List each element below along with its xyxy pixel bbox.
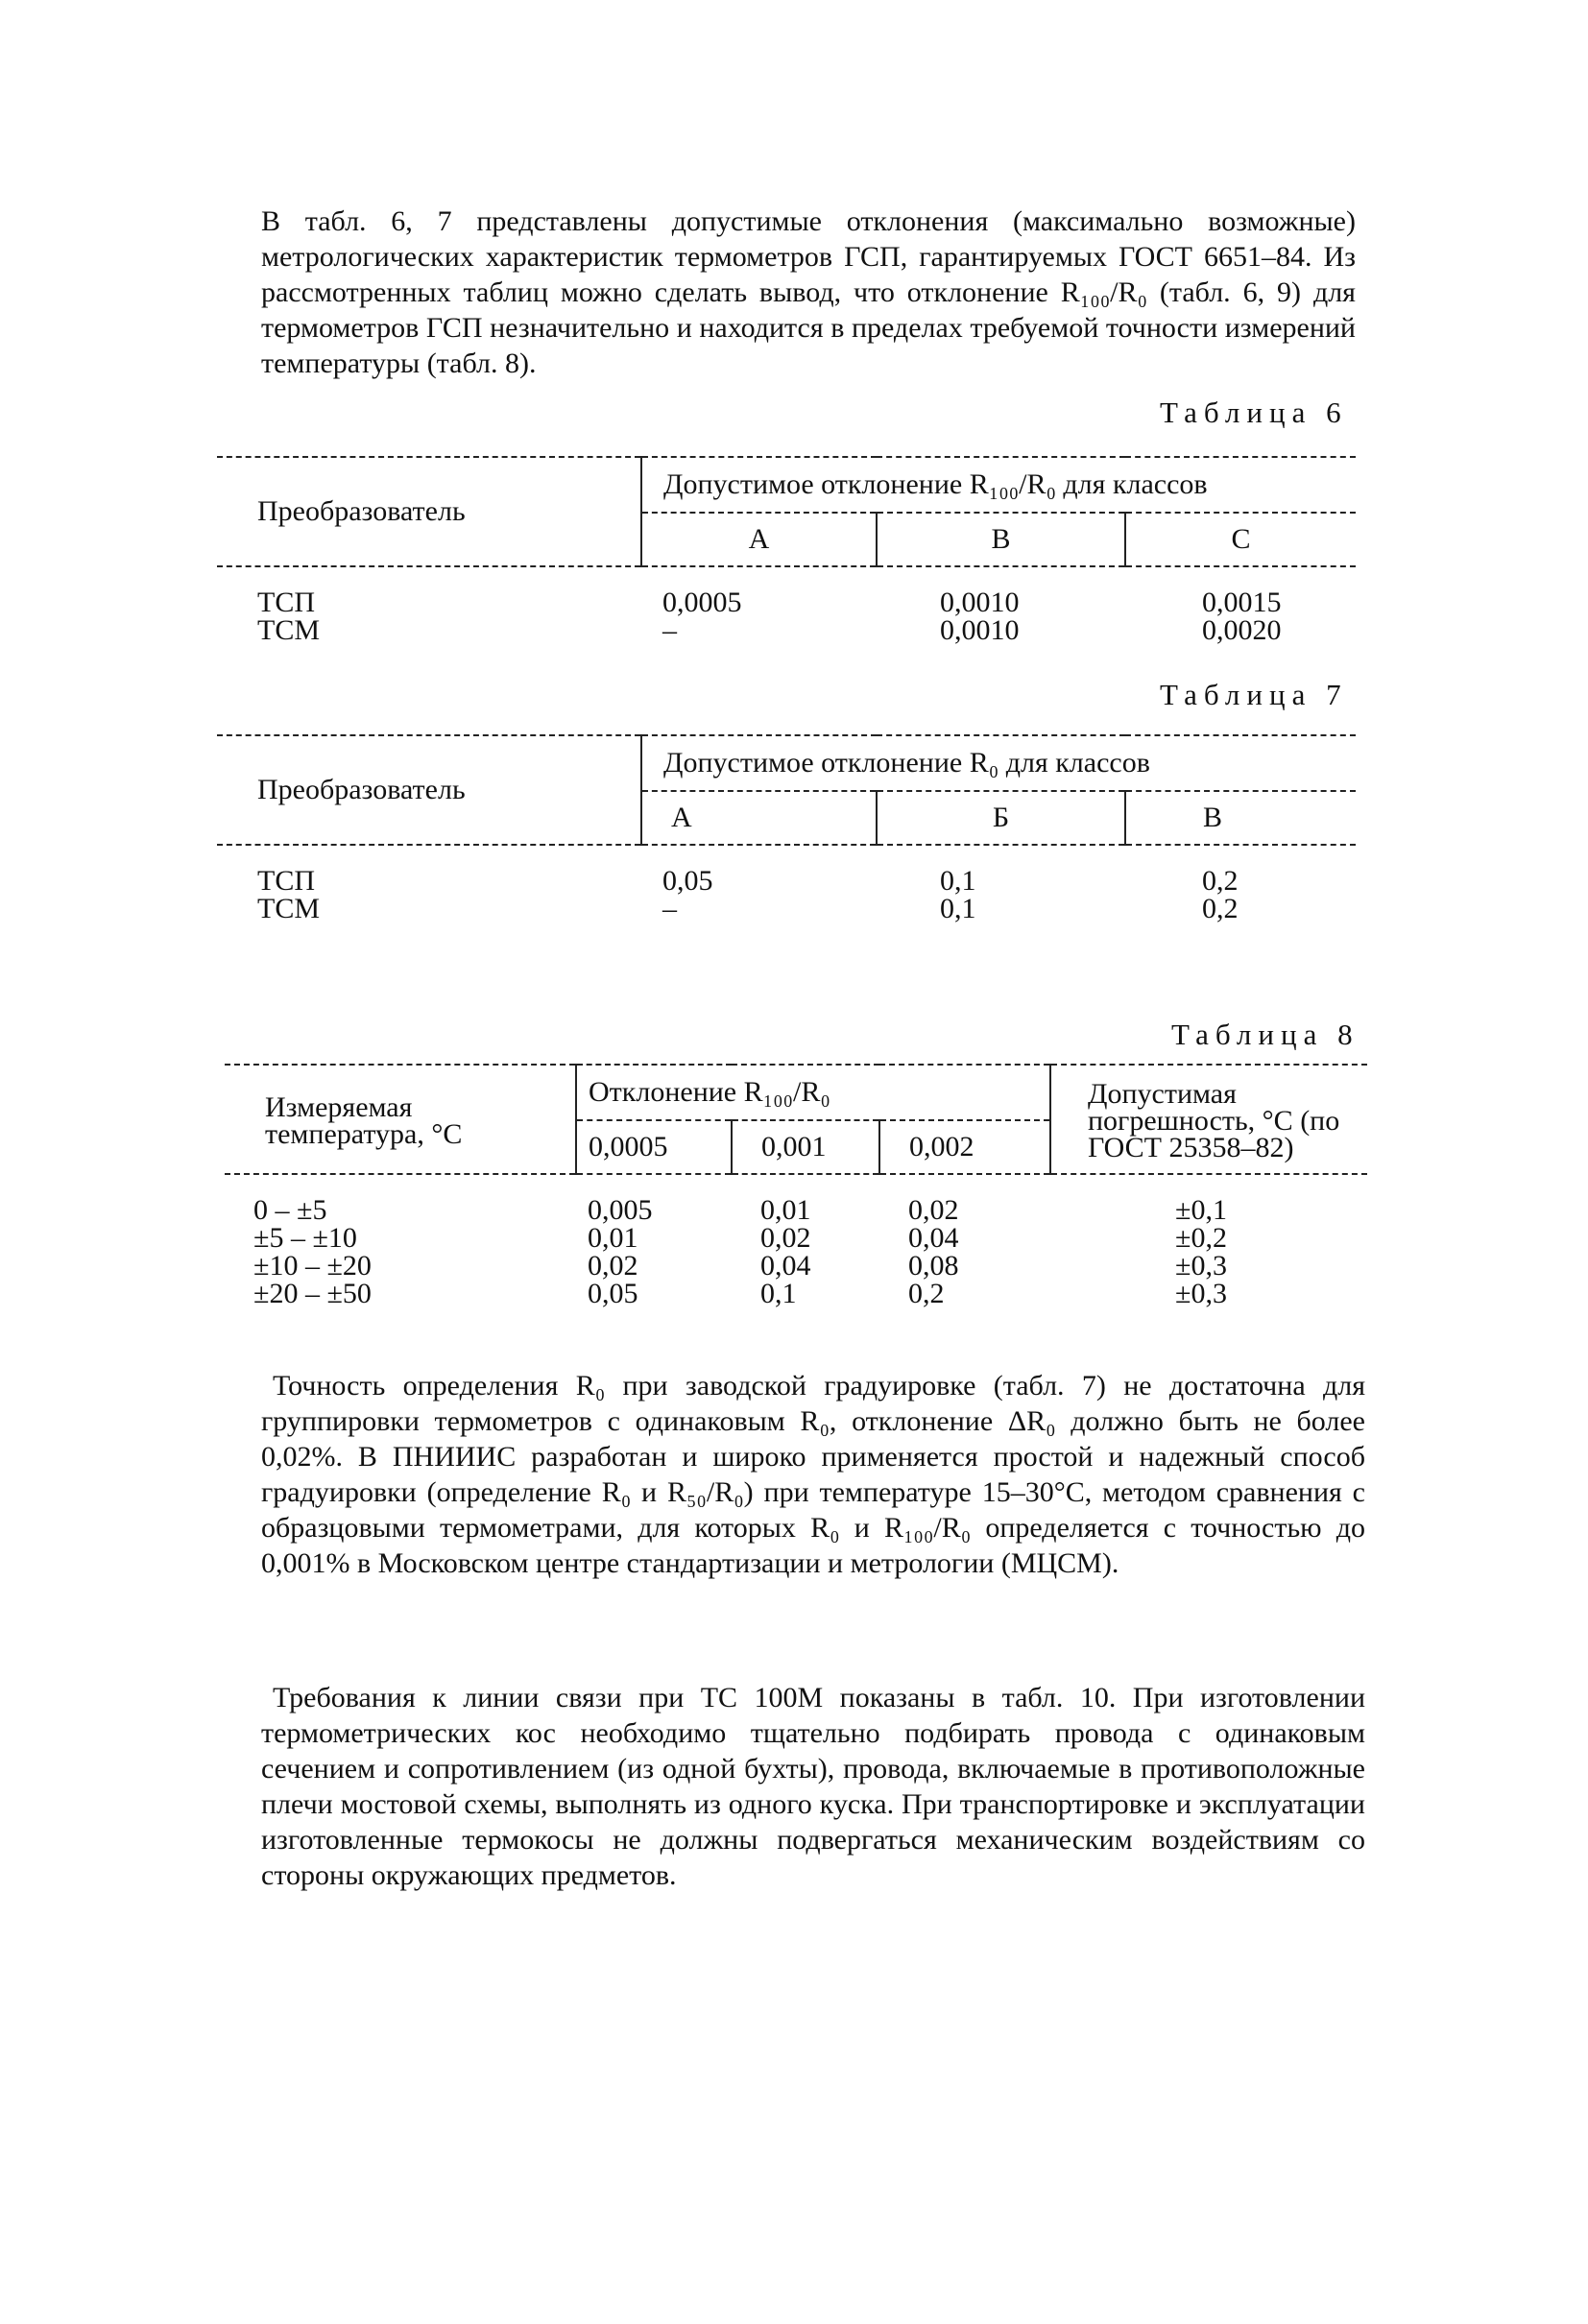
table-row [225, 1280, 1367, 1307]
table7-row-name: ТСП [257, 865, 315, 897]
table8-caption: Таблица 8 [1171, 1018, 1359, 1051]
table-row [217, 616, 1356, 644]
table8-cell: 0,02 [760, 1222, 811, 1254]
table8-cell: 0,08 [908, 1250, 959, 1282]
table6-cell: – [662, 614, 677, 646]
table8-cell: 0,02 [908, 1194, 959, 1226]
table8-cell: 0,04 [760, 1250, 811, 1282]
table8-header-error: Допустимая погрешность, °С (по ГОСТ 25358–82) [1050, 1065, 1367, 1174]
table8-err: ±0,2 [1175, 1222, 1227, 1254]
table6-class-b: В [877, 513, 1125, 566]
table8-err: ±0,3 [1175, 1250, 1227, 1282]
table8-header-temp: Измеряемая температура, °С [225, 1065, 576, 1174]
table7-cell: 0,1 [940, 893, 976, 924]
table7-cell: 0,2 [1202, 865, 1239, 897]
table8-temp: ±20 – ±50 [253, 1278, 372, 1309]
table8-cell: 0,04 [908, 1222, 959, 1254]
table8-header-group: Отклонение R₁₀₀/R₀ [576, 1065, 1050, 1120]
table6-caption: Таблица 6 [1160, 395, 1348, 429]
table8-cell: 0,1 [760, 1278, 797, 1309]
table7-cell: – [662, 893, 677, 924]
table7-cell: 0,05 [662, 865, 713, 897]
table8-cell: 0,02 [588, 1250, 638, 1282]
table6-header-main: Преобразователь [217, 457, 641, 566]
table6-cell: 0,0020 [1202, 614, 1282, 646]
table8-cell: 0,01 [588, 1222, 638, 1254]
table8-temp: ±5 – ±10 [253, 1222, 357, 1254]
table-row [225, 1196, 1367, 1224]
table8-cell: 0,005 [588, 1194, 653, 1226]
table8-cell: 0,2 [908, 1278, 945, 1309]
table8-cell: 0,05 [588, 1278, 638, 1309]
table6-cell: 0,0005 [662, 587, 742, 618]
table7-class-c: В [1125, 791, 1356, 845]
table8-subcol: 0,0005 [576, 1120, 732, 1174]
table8-err: ±0,3 [1175, 1278, 1227, 1309]
table8-err: ±0,1 [1175, 1194, 1227, 1226]
table6-cell: 0,0015 [1202, 587, 1282, 618]
paragraph-calibration: Точность определения R₀ при заводской градуировке (табл. 7) не достаточна для группировки термометров с одинаковым R₀, отклонение ΔR₀ должно быть не более 0,02%. В ПНИИИС разработан и широко применяется простой и надежный способ градуировки (определение R₀ и R₅₀/R₀) при температуре 15–30°С, методом сравнения с образцовыми термометрами, для которых R₀ и R₁₀₀/R₀ определяется с точностью до 0,001% в Московском центре стандартизации и метрологии (МЦСМ). [261, 1370, 1365, 1579]
table-row [217, 895, 1356, 922]
table7-cell: 0,2 [1202, 893, 1239, 924]
table6-row-name: ТСП [257, 587, 315, 618]
table6-row-name: ТСМ [257, 614, 321, 646]
table7 [217, 734, 1356, 922]
table-row [217, 867, 1356, 895]
table7-caption: Таблица 7 [1160, 678, 1348, 711]
table7-row-name: ТСМ [257, 893, 321, 924]
table8-cell: 0,01 [760, 1194, 811, 1226]
table-row [217, 588, 1356, 616]
table8-temp: 0 – ±5 [253, 1194, 327, 1226]
table6-header-group: Допустимое отклонение R₁₀₀/R₀ для классов [641, 457, 1356, 513]
table6-class-c: С [1125, 513, 1356, 566]
table-row [225, 1224, 1367, 1252]
table7-class-a: А [641, 791, 877, 845]
table8 [225, 1064, 1367, 1307]
table6-class-a: А [641, 513, 877, 566]
paragraph-requirements: Требования к линии связи при ТС 100М показаны в табл. 10. При изготовлении термометрических кос необходимо тщательно подбирать провода с одинаковым сечением и сопротивлением (из одной бухты), провода, включаемые в противоположные плечи мостовой схемы, выполнять из одного куска. При транспортировке и эксплуатации изготовленные термокосы не должны подвергаться механическим воздействиям со стороны окружающих предметов. [261, 1682, 1365, 1891]
table8-subcol: 0,002 [879, 1120, 1050, 1174]
table6 [217, 456, 1356, 644]
table7-class-b: Б [877, 791, 1125, 845]
table8-temp: ±10 – ±20 [253, 1250, 372, 1282]
intro-paragraph: В табл. 6, 7 представлены допустимые отклонения (максимально возможные) метрологических характеристик термометров ГСП, гарантируемых ГОСТ 6651–84. Из рассмотренных таблиц можно сделать вывод, что отклонение R₁₀₀/R₀ (табл. 6, 9) для термометров ГСП незначительно и находится в пределах требуемой точности измерений температуры (табл. 8). [261, 205, 1356, 379]
table7-header-main: Преобразователь [217, 735, 641, 845]
table-row [225, 1252, 1367, 1280]
table6-cell: 0,0010 [940, 614, 1020, 646]
table7-cell: 0,1 [940, 865, 976, 897]
table6-cell: 0,0010 [940, 587, 1020, 618]
table8-subcol: 0,001 [732, 1120, 879, 1174]
table7-header-group: Допустимое отклонение R₀ для классов [641, 735, 1356, 791]
